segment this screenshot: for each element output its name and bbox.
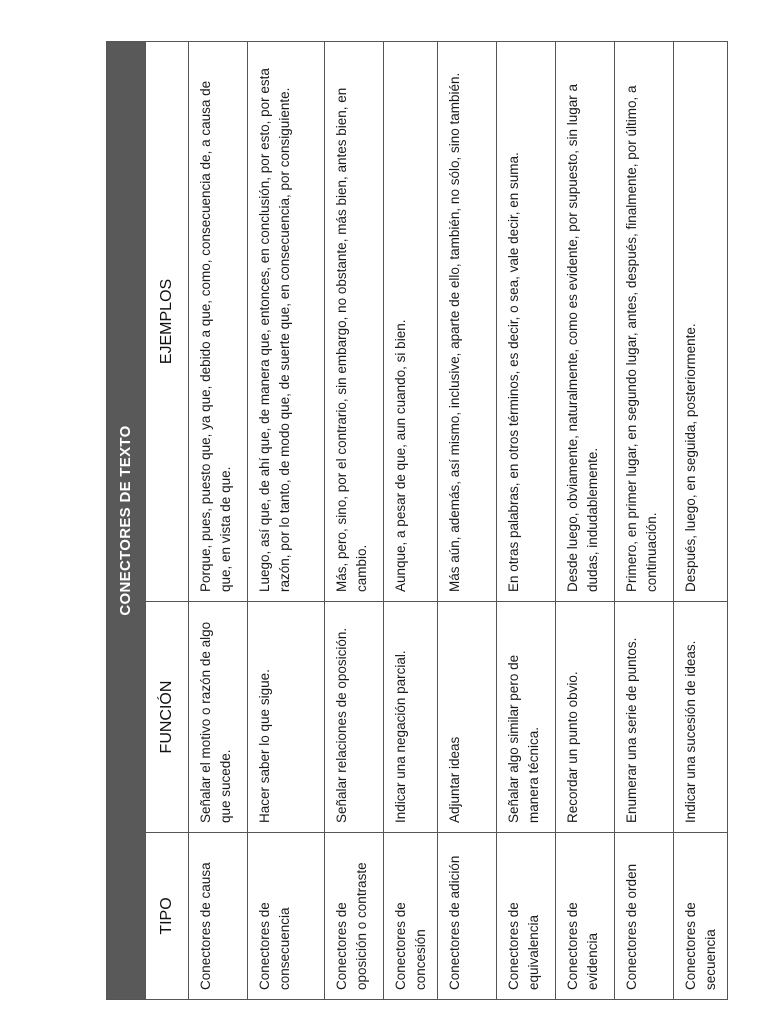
- table-row: [248, 41, 325, 999]
- funcion-cell: Señalar relaciones de oposición.: [325, 602, 384, 833]
- table-row: [384, 41, 438, 999]
- table-row: [438, 41, 497, 999]
- table-row: [615, 41, 674, 999]
- table-row: [325, 41, 384, 999]
- funcion-cell: Señalar algo similar pero de manera técnica.: [497, 602, 556, 833]
- tipo-cell: Conectores de causa: [189, 833, 248, 1000]
- funcion-cell: Hacer saber lo que sigue.: [248, 602, 325, 833]
- ejemplos-cell: Aunque, a pesar de que, aun cuando, si bien.: [384, 41, 438, 601]
- tipo-cell: Conectores de equivalencia: [497, 833, 556, 1000]
- rotated-page: [106, 42, 718, 1000]
- ejemplos-cell: Primero, en primer lugar, en segundo lugar, antes, después, finalmente, por último, a continuación.: [615, 41, 674, 601]
- ejemplos-cell: Porque, pues, puesto que, ya que, debido a que, como, consecuencia de, a causa de que, en vista de que.: [189, 41, 248, 601]
- funcion-cell: Indicar una negación parcial.: [384, 602, 438, 833]
- table-row: [189, 41, 248, 999]
- tipo-cell: Conectores de evidencia: [556, 833, 615, 1000]
- tipo-cell: Conectores de oposición o contraste: [325, 833, 384, 1000]
- table-row: [674, 41, 728, 999]
- header-tipo: TIPO: [146, 833, 189, 1000]
- tipo-cell: Conectores de concesión: [384, 833, 438, 1000]
- ejemplos-cell: Después, luego, en seguida, posteriormente.: [674, 41, 728, 601]
- tipo-cell: Conectores de consecuencia: [248, 833, 325, 1000]
- table-row: [497, 41, 556, 999]
- funcion-cell: Enumerar una serie de puntos.: [615, 602, 674, 833]
- ejemplos-cell: Luego, así que, de ahí que, de manera que, entonces, en conclusión, por esto, por esta razón, por lo tanto, de modo que, de suerte que, en consecuencia, por consiguiente.: [248, 41, 325, 601]
- funcion-cell: Señalar el motivo o razón de algo que sucede.: [189, 602, 248, 833]
- funcion-cell: Indicar una sucesión de ideas.: [674, 602, 728, 833]
- table-title: CONECTORES DE TEXTO: [107, 41, 146, 999]
- tipo-cell: Conectores de adición: [438, 833, 497, 1000]
- connectors-table: [106, 41, 728, 1000]
- funcion-cell: Adjuntar ideas: [438, 602, 497, 833]
- header-funcion: FUNCIÓN: [146, 602, 189, 833]
- tipo-cell: Conectores de orden: [615, 833, 674, 1000]
- ejemplos-cell: Más, pero, sino, por el contrario, sin embargo, no obstante, más bien, antes bien, en cambio.: [325, 41, 384, 601]
- ejemplos-cell: Desde luego, obviamente, naturalmente, como es evidente, por supuesto, sin lugar a dudas, indudablemente.: [556, 41, 615, 601]
- table-row: [556, 41, 615, 999]
- funcion-cell: Recordar un punto obvio.: [556, 602, 615, 833]
- header-ejemplos: EJEMPLOS: [146, 41, 189, 601]
- ejemplos-cell: En otras palabras, en otros términos, es decir, o sea, vale decir, en suma.: [497, 41, 556, 601]
- tipo-cell: Conectores de secuencia: [674, 833, 728, 1000]
- ejemplos-cell: Más aún, además, así mismo, inclusive, aparte de ello, también, no sólo, sino también.: [438, 41, 497, 601]
